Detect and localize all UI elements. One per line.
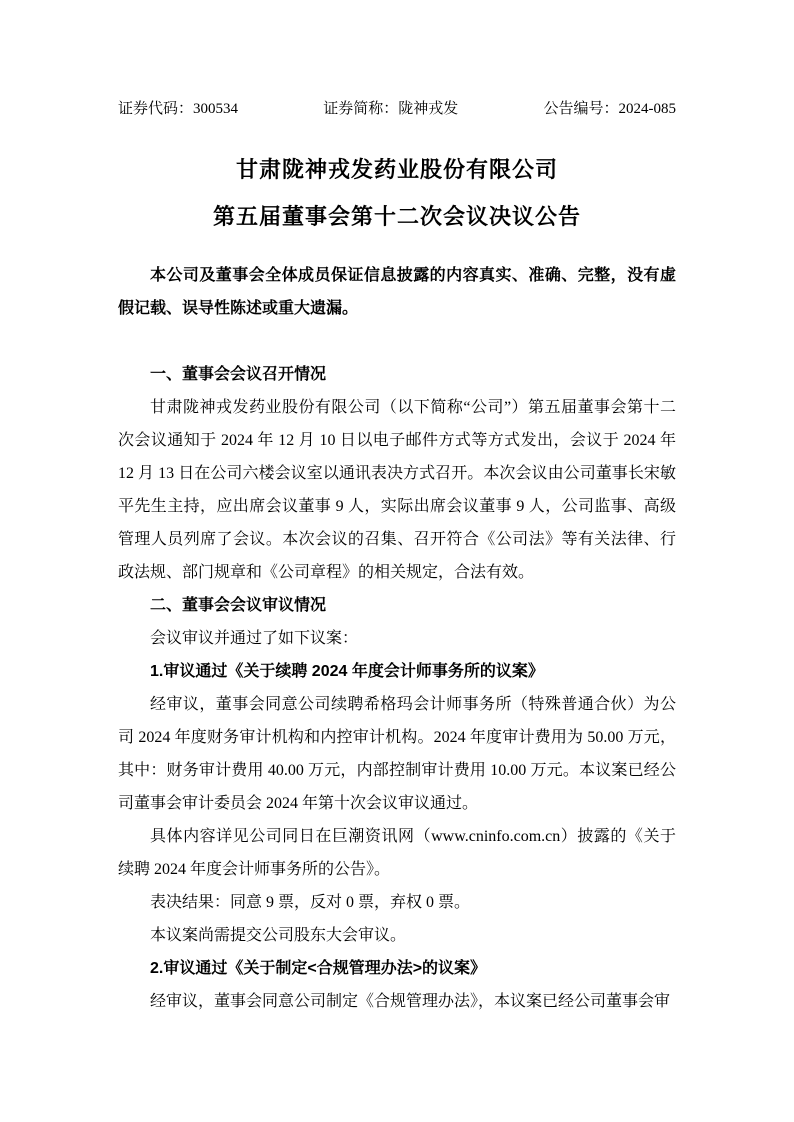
disclaimer-statement: 本公司及董事会全体成员保证信息披露的内容真实、准确、完整，没有虚假记载、误导性陈述或重大遗漏。	[118, 267, 676, 317]
resolution-item-title: 2.审议通过《关于制定<合规管理办法>的议案》	[150, 960, 487, 977]
paragraph: 会议审议并通过了如下议案：	[150, 630, 359, 647]
title-block	[118, 146, 676, 240]
resolution-item-title: 1.审议通过《关于续聘 2024 年度会计师事务所的议案》	[150, 663, 544, 680]
document-body	[118, 325, 676, 1018]
section-heading: 二、董事会会议审议情况	[150, 597, 327, 614]
paragraph: 表决结果：同意 9 票，反对 0 票，弃权 0 票。	[150, 894, 471, 911]
paragraph: 经审议，董事会同意公司制定《合规管理办法》，本议案已经公司董事会审	[150, 993, 671, 1010]
paragraph: 经审议，董事会同意公司续聘希格玛会计师事务所（特殊普通合伙）为公司 2024 年度财务审计机构和内控审计机构。2024 年度审计费用为 50.00 万元，其中：财务审计费用 40.00 万元，内部控制审计费用 10.00 万元。本议案已经公司董事会审计委员会 2024 年第十次会议审议通过。	[118, 696, 676, 812]
paragraph: 本议案尚需提交公司股东大会审议。	[150, 927, 407, 944]
blank-line	[118, 325, 676, 358]
document-header	[118, 98, 676, 120]
announcement-number: 公告编号：2024-085	[543, 101, 676, 117]
paragraph: 甘肃陇神戎发药业股份有限公司（以下简称“公司”）第五届董事会第十二次会议通知于 2024 年 12 月 10 日以电子邮件方式等方式发出，会议于 2024 年 12 月 13 日在公司六楼会议室以通讯表决方式召开。本次会议由公司董事长宋敏平先生主持，应出席会议董事 9 人，实际出席会议董事 9 人，公司监事、高级管理人员列席了会议。本次会议的召集、召开符合《公司法》等有关法律、行政法规、部门规章和《公司章程》的相关规定，合法有效。	[118, 399, 676, 581]
section-heading: 一、董事会会议召开情况	[150, 366, 327, 383]
company-name-title: 甘肃陇神戎发药业股份有限公司	[235, 157, 558, 182]
stock-code: 证券代码：300534	[118, 101, 239, 117]
announcement-title: 第五届董事会第十二次会议决议公告	[212, 204, 581, 229]
stock-short-name: 证券简称：陇神戎发	[323, 101, 459, 117]
paragraph: 具体内容详见公司同日在巨潮资讯网（www.cninfo.com.cn）披露的《关于续聘 2024 年度会计师事务所的公告》。	[118, 828, 676, 878]
